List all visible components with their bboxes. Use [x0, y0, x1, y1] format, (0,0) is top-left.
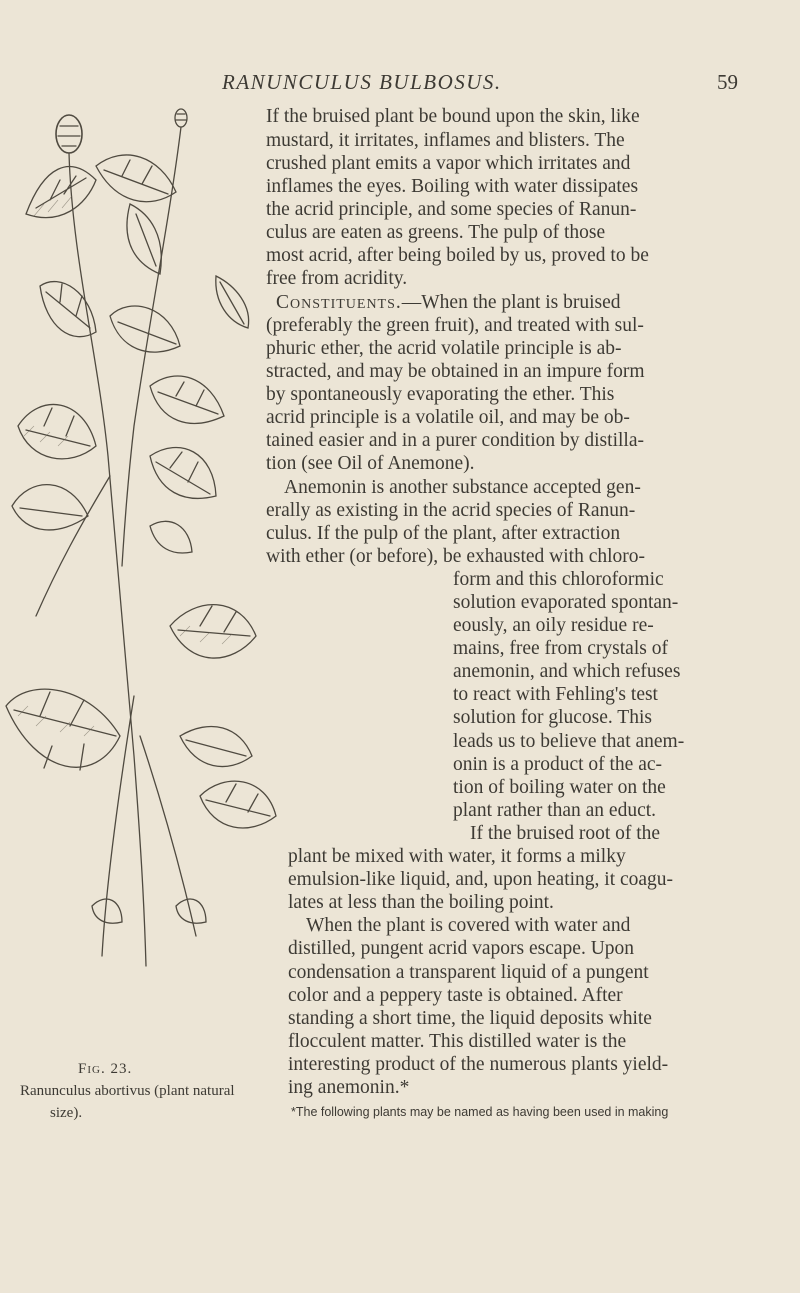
- section-heading: Constituents.: [276, 292, 402, 313]
- body-line: condensation a transparent liquid of a pungent: [288, 962, 649, 983]
- running-header-title: RANUNCULUS BULBOSUS.: [222, 70, 502, 94]
- body-line: culus. If the pulp of the plant, after extraction: [266, 523, 621, 544]
- body-line: by spontaneously evaporating the ether. This: [266, 384, 615, 405]
- figure-caption-line: Ranunculus abortivus (plant natural: [20, 1083, 235, 1099]
- body-line: phuric ether, the acrid volatile principle is ab-: [266, 338, 622, 359]
- body-line: crushed plant emits a vapor which irritates and: [266, 153, 631, 174]
- body-line: (preferably the green fruit), and treated with sul-: [266, 315, 644, 336]
- body-line: lates at less than the boiling point.: [288, 892, 554, 913]
- body-line: flocculent matter. This distilled water is the: [288, 1031, 627, 1052]
- body-line: inflames the eyes. Boiling with water dissipates: [266, 176, 639, 197]
- body-line: If the bruised root of the: [470, 823, 661, 844]
- body-line: anemonin, and which refuses: [453, 661, 681, 682]
- body-line: emulsion-like liquid, and, upon heating, it coagu-: [288, 869, 674, 890]
- body-line: with ether (or before), be exhausted with chloro-: [266, 546, 646, 567]
- page-number: 59: [717, 70, 738, 94]
- body-line: the acrid principle, and some species of Ranun-: [266, 199, 637, 220]
- plant-illustration: [0, 96, 300, 1026]
- body-line: plant rather than an educt.: [453, 800, 657, 821]
- body-line: Anemonin is another substance accepted gen-: [284, 477, 641, 498]
- body-line: standing a short time, the liquid deposits white: [288, 1008, 652, 1029]
- body-line: plant be mixed with water, it forms a milky: [288, 846, 626, 867]
- body-line: culus are eaten as greens. The pulp of those: [266, 222, 606, 243]
- body-line: onin is a product of the ac-: [453, 754, 663, 775]
- body-line: mustard, it irritates, inflames and blisters. The: [266, 130, 625, 151]
- body-line: distilled, pungent acrid vapors escape. Upon: [288, 938, 635, 959]
- body-line: interesting product of the numerous plants yield-: [288, 1054, 669, 1075]
- footnote: *The following plants may be named as having been used in making: [291, 1105, 669, 1119]
- body-line: free from acridity.: [266, 268, 408, 289]
- body-line: eously, an oily residue re-: [453, 615, 654, 636]
- body-line: leads us to believe that anem-: [453, 731, 685, 752]
- body-line: tion of boiling water on the: [453, 777, 666, 798]
- body-line: —When the plant is bruised: [401, 292, 621, 313]
- body-line: color and a peppery taste is obtained. After: [288, 985, 623, 1006]
- figure-caption-line: size).: [50, 1105, 83, 1121]
- body-line: If the bruised plant be bound upon the skin, like: [266, 106, 640, 127]
- body-line: erally as existing in the acrid species of Ranun-: [266, 500, 636, 521]
- body-line: solution evaporated spontan-: [453, 592, 679, 613]
- body-line: solution for glucose. This: [453, 707, 652, 728]
- body-line: tained easier and in a purer condition by distilla-: [266, 430, 644, 451]
- body-line: to react with Fehling's test: [453, 684, 658, 705]
- figure-label: Fig. 23.: [78, 1061, 133, 1077]
- body-line: form and this chloroformic: [453, 569, 664, 590]
- body-line: tion (see Oil of Anemone).: [266, 453, 475, 474]
- body-line: most acrid, after being boiled by us, proved to be: [266, 245, 649, 266]
- constituents-paragraph: [276, 292, 621, 314]
- body-line: ing anemonin.*: [288, 1077, 410, 1098]
- body-line: acrid principle is a volatile oil, and may be ob-: [266, 407, 630, 428]
- body-line: mains, free from crystals of: [453, 638, 668, 659]
- body-line: When the plant is covered with water and: [306, 915, 631, 936]
- body-line: stracted, and may be obtained in an impure form: [266, 361, 645, 382]
